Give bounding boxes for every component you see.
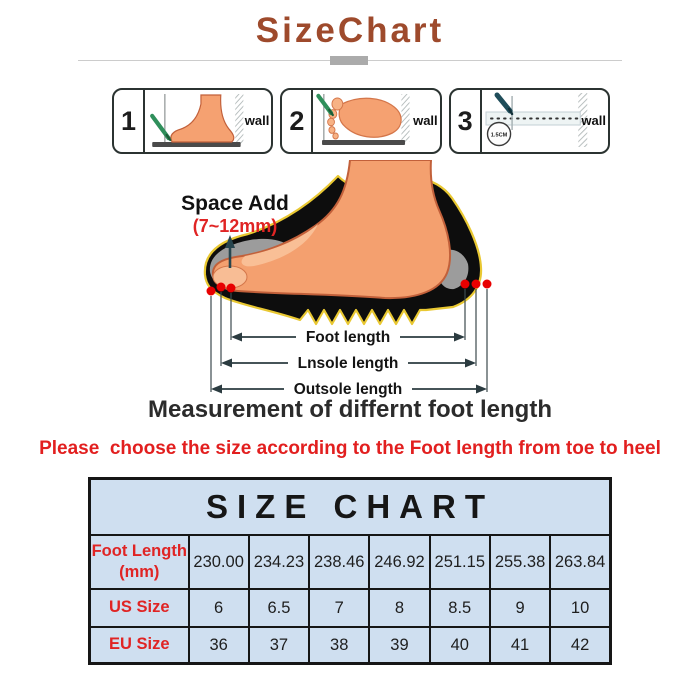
toe	[329, 127, 335, 134]
table-cell: 6.5	[249, 589, 309, 627]
table-cell: 40	[430, 627, 490, 664]
row-label	[90, 535, 189, 589]
table-row-eu-size	[90, 627, 611, 664]
toe	[333, 133, 338, 139]
table-cell: 230.00	[189, 535, 249, 589]
outsole-length-label: Outsole length	[293, 381, 403, 398]
row-label: US Size	[90, 589, 189, 627]
table-cell: 246.92	[369, 535, 429, 589]
arrowhead	[231, 333, 242, 342]
size-table-title: SIZE CHART	[90, 479, 611, 536]
table-cell: 263.84	[550, 535, 610, 589]
step-number: 3	[451, 90, 482, 152]
toe	[328, 118, 335, 126]
table-cell: 8.5	[430, 589, 490, 627]
page-title: SizeChart	[255, 11, 445, 50]
step-panel-2	[280, 88, 441, 154]
step-number: 1	[114, 90, 145, 152]
table-cell: 39	[369, 627, 429, 664]
foot-side-shape	[171, 95, 234, 142]
wall-label: wall	[581, 113, 606, 128]
floor-bar	[152, 142, 240, 147]
table-cell: 10	[550, 589, 610, 627]
table-cell: 6	[189, 589, 249, 627]
table-cell: 9	[490, 589, 550, 627]
table-cell: 38	[309, 627, 369, 664]
row-label-unit: (mm)	[119, 563, 160, 581]
arrowhead	[211, 385, 222, 394]
floor-bar	[322, 140, 405, 145]
space-add-label: Space Add	[181, 192, 289, 215]
row-label-text: Foot Length	[91, 541, 187, 560]
distance-circle-label: 1.5CM	[490, 132, 507, 139]
foot-sole-shape	[339, 98, 401, 137]
step-panel-3	[449, 88, 610, 154]
foot-length-label: Foot length	[305, 329, 391, 346]
table-cell: 36	[189, 627, 249, 664]
table-cell: 7	[309, 589, 369, 627]
space-add-range: (7~12mm)	[192, 216, 278, 237]
table-cell: 255.38	[490, 535, 550, 589]
size-instruction: Please choose the size according to the Foot length from toe to heel	[39, 438, 661, 459]
step-panel-1	[112, 88, 273, 154]
diagram-caption: Measurement of differnt foot length	[148, 396, 552, 423]
measuring-steps	[112, 88, 610, 154]
wall-hatch	[235, 94, 243, 144]
table-cell: 234.23	[249, 535, 309, 589]
table-title-row	[90, 479, 611, 536]
wall-hatch	[402, 94, 410, 142]
row-label: EU Size	[90, 627, 189, 664]
arrowhead	[465, 359, 476, 368]
title-divider-notch	[330, 56, 368, 65]
table-cell: 42	[550, 627, 610, 664]
step-number: 2	[282, 90, 313, 152]
wall-label: wall	[413, 113, 438, 128]
table-cell: 238.46	[309, 535, 369, 589]
size-table	[88, 477, 612, 665]
arrowhead	[221, 359, 232, 368]
arrowhead	[476, 385, 487, 394]
table-row-foot-length	[90, 535, 611, 589]
table-cell: 41	[490, 627, 550, 664]
space-add-annotation	[168, 192, 302, 237]
table-cell: 251.15	[430, 535, 490, 589]
table-cell: 37	[249, 627, 309, 664]
table-row-us-size	[90, 589, 611, 627]
wall-label: wall	[244, 113, 270, 128]
table-cell: 8	[369, 589, 429, 627]
big-toe	[332, 98, 343, 110]
insole-length-label: Lnsole length	[297, 355, 399, 372]
arrowhead	[454, 333, 465, 342]
